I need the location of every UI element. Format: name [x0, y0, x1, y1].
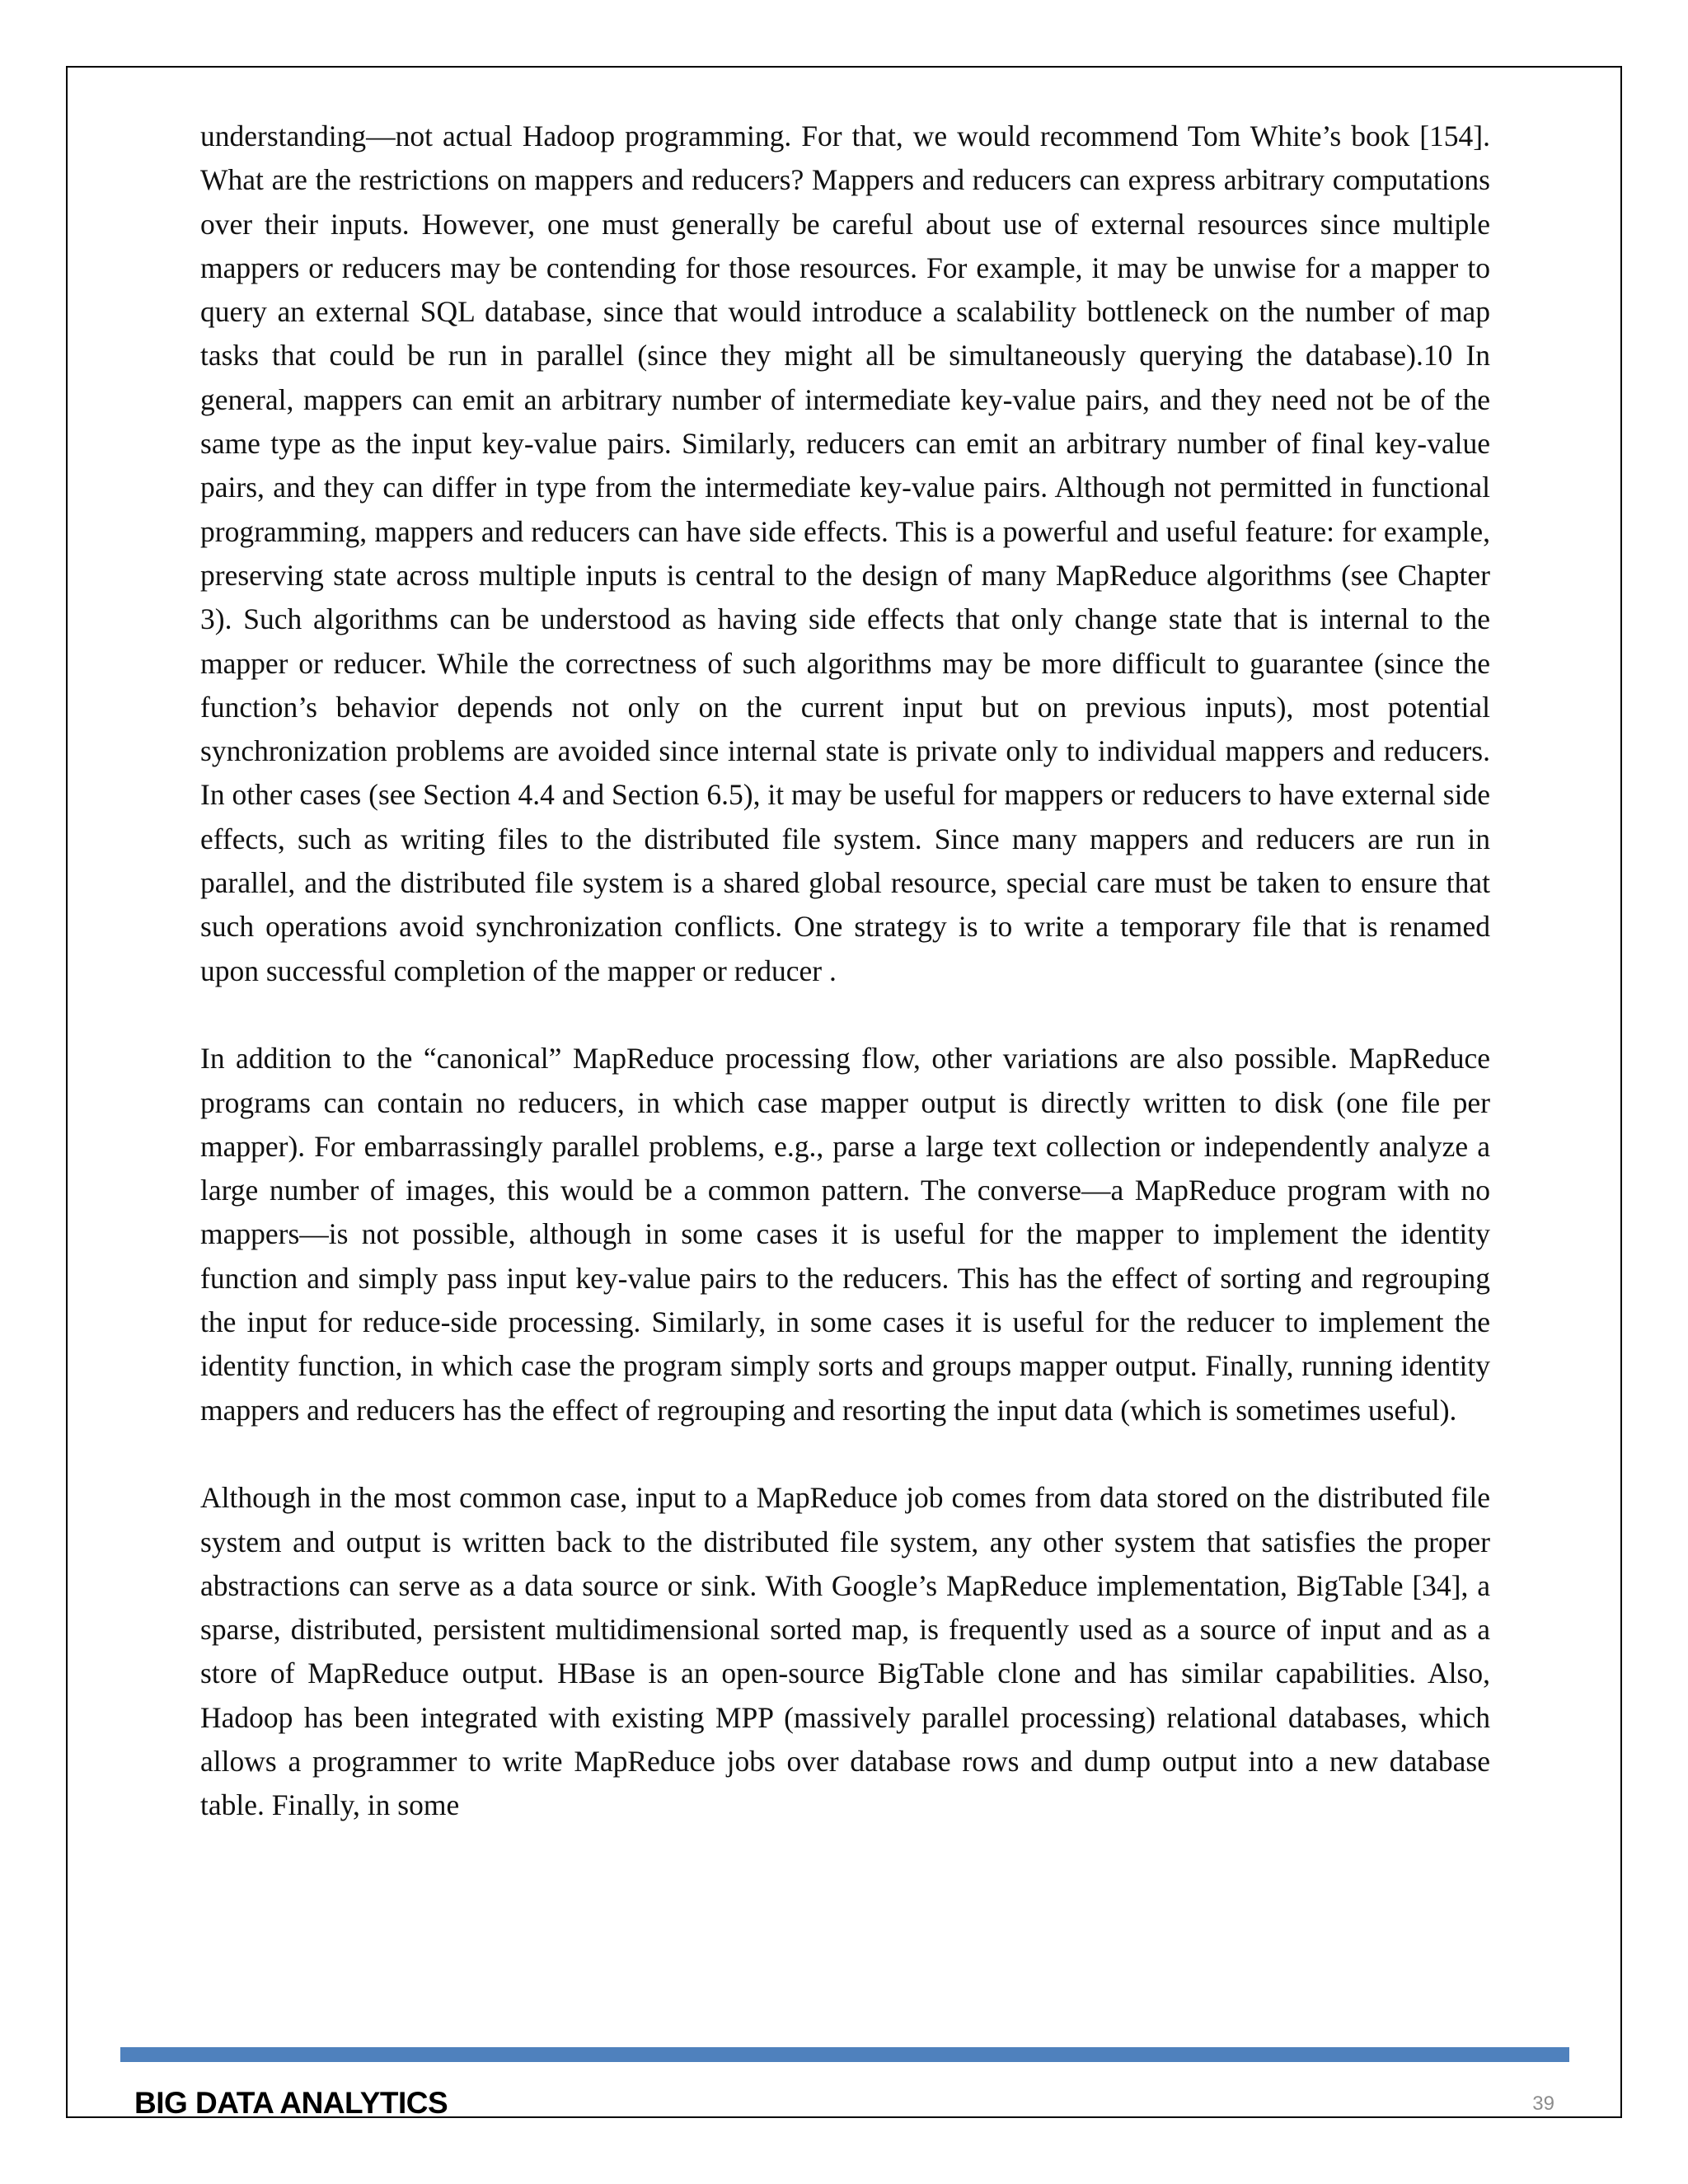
paragraph-data-sources-sinks: Although in the most common case, input to a MapReduce job comes from data stored on the distributed file system and output is written back to the distributed file system, any other system that satisfies the proper abstractions can serve as a data source or sink. With Google’s MapReduce implementation, BigTable [34], a sparse, distributed, persistent multidimensional sorted map, is frequently used as a source of input and as a store of MapReduce output. HBase is an open-source BigTable clone and has similar capabilities. Also, Hadoop has been integrated with existing MPP (massively parallel processing) relational databases, which allows a programmer to write MapReduce jobs over database rows and dump output into a new database table. Finally, in some [200, 1481, 1490, 1822]
body-text [200, 115, 1490, 1828]
footer-bar [120, 2047, 1569, 2062]
paragraph-mapper-reducer-restrictions: understanding—not actual Hadoop programming. For that, we would recommend Tom White’s book [154]. What are the restrictions on mappers and reducers? Mappers and reducers can express arbitrary computations over their inputs. However, one must generally be careful about use of external resources since multiple mappers or reducers may be contending for those resources. For example, it may be unwise for a mapper to query an external SQL database, since that would introduce a scalability bottleneck on the number of map tasks that could be run in parallel (since they might all be simultaneously querying the database).10 In general, mappers can emit an arbitrary number of intermediate key-value pairs, and they need not be of the same type as the input key-value pairs. Similarly, reducers can emit an arbitrary number of final key-value pairs, and they can differ in type from the intermediate key-value pairs. Although not permitted in functional programming, mappers and reducers can have side effects. This is a powerful and useful feature: for example, preserving state across multiple inputs is central to the design of many MapReduce algorithms (see Chapter 3). Such algorithms can be understood as having side effects that only change state that is internal to the mapper or reducer. While the correctness of such algorithms may be more difficult to guarantee (since the function’s behavior depends not only on the current input but on previous inputs), most potential synchronization problems are avoided since internal state is private only to individual mappers and reducers. In other cases (see Section 4.4 and Section 6.5), it may be useful for mappers or reducers to have external side effects, such as writing files to the distributed file system. Since many mappers and reducers are run in parallel, and the distributed file system is a shared global resource, special care must be taken to ensure that such operations avoid synchronization conflicts. One strategy is to write a temporary file that is renamed upon successful completion of the mapper or reducer . [200, 120, 1490, 987]
page-number: 39 [1532, 2093, 1554, 2115]
footer-title: BIG DATA ANALYTICS [134, 2086, 448, 2120]
paragraph-mapreduce-variations: In addition to the “canonical” MapReduce processing flow, other variations are also possible. MapReduce programs can contain no reducers, in which case mapper output is directly written to disk (one file per mapper). For embarrassingly parallel problems, e.g., parse a large text collection or independently analyze a large number of images, this would be a common pattern. The converse—a MapReduce program with no mappers—is not possible, although in some cases it is useful for the mapper to implement the identity function and simply pass input key-value pairs to the reducers. This has the effect of sorting and regrouping the input for reduce-side processing. Similarly, in some cases it is useful for the reducer to implement the identity function, in which case the program simply sorts and groups mapper output. Finally, running identity mappers and reducers has the effect of regrouping and resorting the input data (which is sometimes useful). [200, 1042, 1490, 1427]
